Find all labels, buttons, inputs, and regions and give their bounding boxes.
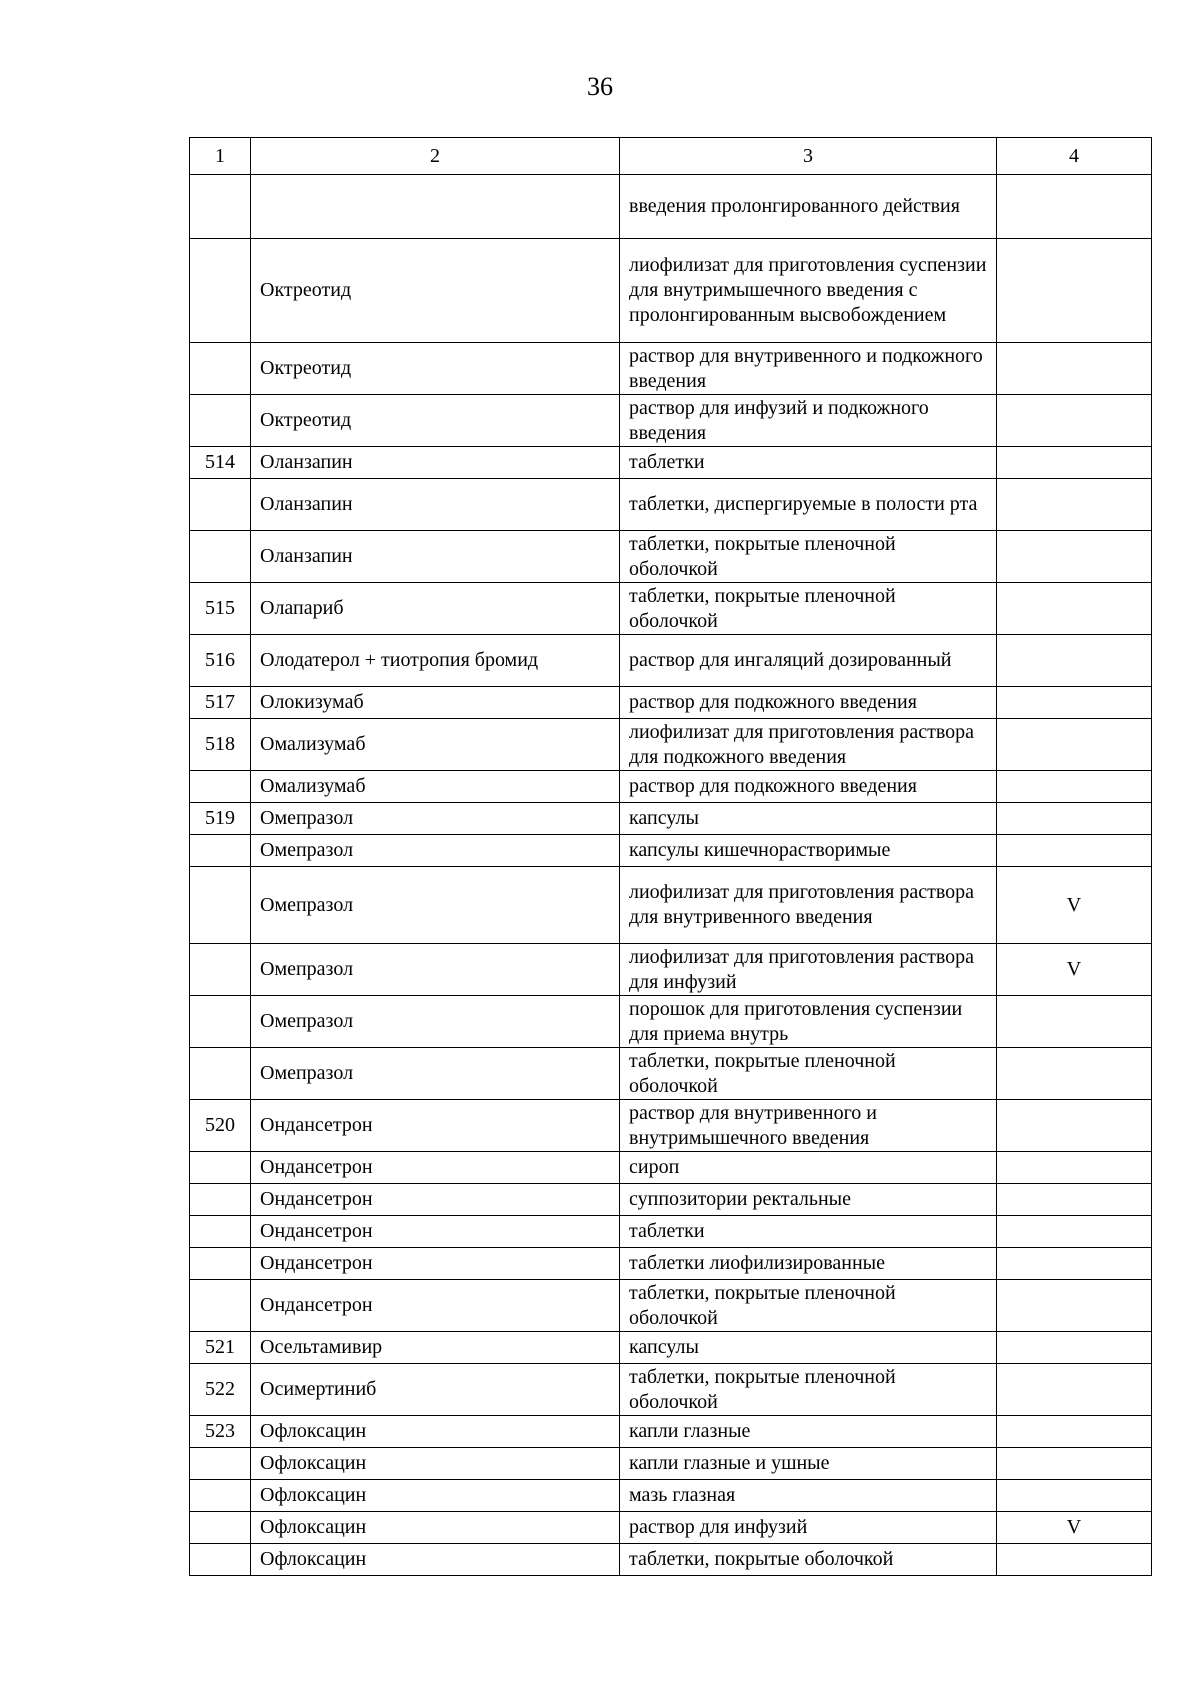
- table-row: [190, 1152, 1152, 1184]
- drug-name-cell: [251, 175, 620, 239]
- row-number-cell: 514: [190, 447, 251, 479]
- dosage-form-cell: капсулы: [620, 803, 997, 835]
- table-row: [190, 1544, 1152, 1576]
- drug-name-cell: Омепразол: [251, 944, 620, 996]
- row-number-cell: [190, 944, 251, 996]
- dosage-form-cell: раствор для инфузий и подкожного введения: [620, 395, 997, 447]
- mark-cell: [997, 1480, 1152, 1512]
- table-row: [190, 531, 1152, 583]
- drug-name-cell: Олокизумаб: [251, 687, 620, 719]
- row-number-cell: 519: [190, 803, 251, 835]
- row-number-cell: 516: [190, 635, 251, 687]
- dosage-form-cell: раствор для внутривенного и внутримышечного введения: [620, 1100, 997, 1152]
- table-row: [190, 835, 1152, 867]
- drug-name-cell: Омализумаб: [251, 719, 620, 771]
- dosage-form-cell: раствор для внутривенного и подкожного введения: [620, 343, 997, 395]
- dosage-form-cell: раствор для подкожного введения: [620, 687, 997, 719]
- mark-cell: [997, 1280, 1152, 1332]
- table-row: [190, 343, 1152, 395]
- table-row: [190, 1448, 1152, 1480]
- drug-name-cell: Оланзапин: [251, 447, 620, 479]
- row-number-cell: [190, 1048, 251, 1100]
- row-number-cell: [190, 343, 251, 395]
- row-number-cell: [190, 1280, 251, 1332]
- dosage-form-cell: таблетки, диспергируемые в полости рта: [620, 479, 997, 531]
- dosage-form-cell: введения пролонгированного действия: [620, 175, 997, 239]
- header-cell-1: 1: [190, 138, 251, 175]
- table-body: [190, 138, 1152, 1576]
- dosage-form-cell: раствор для инфузий: [620, 1512, 997, 1544]
- row-number-cell: [190, 479, 251, 531]
- mark-cell: [997, 479, 1152, 531]
- row-number-cell: 523: [190, 1416, 251, 1448]
- row-number-cell: [190, 175, 251, 239]
- drug-name-cell: Ондансетрон: [251, 1216, 620, 1248]
- dosage-form-cell: лиофилизат для приготовления раствора для подкожного введения: [620, 719, 997, 771]
- table-row: [190, 1216, 1152, 1248]
- row-number-cell: 521: [190, 1332, 251, 1364]
- dosage-form-cell: капли глазные: [620, 1416, 997, 1448]
- mark-cell: [997, 835, 1152, 867]
- table-row: [190, 239, 1152, 343]
- dosage-form-cell: порошок для приготовления суспензии для приема внутрь: [620, 996, 997, 1048]
- mark-cell: [997, 343, 1152, 395]
- dosage-form-cell: капли глазные и ушные: [620, 1448, 997, 1480]
- dosage-form-cell: лиофилизат для приготовления суспензии для внутримышечного введения с пролонгированным высвобождением: [620, 239, 997, 343]
- table-row: [190, 944, 1152, 996]
- table-row: [190, 635, 1152, 687]
- row-number-cell: 522: [190, 1364, 251, 1416]
- row-number-cell: [190, 1216, 251, 1248]
- mark-cell: [997, 1100, 1152, 1152]
- dosage-form-cell: лиофилизат для приготовления раствора для внутривенного введения: [620, 867, 997, 944]
- table-row: [190, 1184, 1152, 1216]
- table-row: [190, 1048, 1152, 1100]
- drug-name-cell: Омепразол: [251, 867, 620, 944]
- dosage-form-cell: таблетки, покрытые оболочкой: [620, 1544, 997, 1576]
- table-row: [190, 395, 1152, 447]
- dosage-form-cell: лиофилизат для приготовления раствора для инфузий: [620, 944, 997, 996]
- dosage-form-cell: таблетки, покрытые пленочной оболочкой: [620, 531, 997, 583]
- dosage-form-cell: таблетки: [620, 447, 997, 479]
- dosage-form-cell: таблетки, покрытые пленочной оболочкой: [620, 1280, 997, 1332]
- row-number-cell: [190, 996, 251, 1048]
- drug-name-cell: Оланзапин: [251, 531, 620, 583]
- mark-cell: [997, 239, 1152, 343]
- row-number-cell: [190, 1544, 251, 1576]
- mark-cell: [997, 1544, 1152, 1576]
- mark-cell: [997, 447, 1152, 479]
- table-row: [190, 1416, 1152, 1448]
- mark-cell: [997, 1152, 1152, 1184]
- row-number-cell: 515: [190, 583, 251, 635]
- table-row: [190, 479, 1152, 531]
- mark-cell: [997, 175, 1152, 239]
- drug-name-cell: Осимертиниб: [251, 1364, 620, 1416]
- table-row: [190, 1280, 1152, 1332]
- table-row: [190, 687, 1152, 719]
- table-row: [190, 175, 1152, 239]
- page-number: 36: [587, 72, 613, 101]
- mark-cell: [997, 1364, 1152, 1416]
- table-row: [190, 1332, 1152, 1364]
- table-row: [190, 1100, 1152, 1152]
- table-row: [190, 583, 1152, 635]
- mark-cell: [997, 687, 1152, 719]
- dosage-form-cell: таблетки, покрытые пленочной оболочкой: [620, 583, 997, 635]
- drug-name-cell: Октреотид: [251, 343, 620, 395]
- row-number-cell: [190, 1512, 251, 1544]
- dosage-form-cell: капсулы кишечнорастворимые: [620, 835, 997, 867]
- row-number-cell: [190, 1152, 251, 1184]
- table-row: [190, 867, 1152, 944]
- mark-cell: V: [997, 944, 1152, 996]
- mark-cell: [997, 1332, 1152, 1364]
- drug-name-cell: Омепразол: [251, 1048, 620, 1100]
- row-number-cell: 517: [190, 687, 251, 719]
- drug-name-cell: Ондансетрон: [251, 1248, 620, 1280]
- table-header-row: [190, 138, 1152, 175]
- drug-name-cell: Октреотид: [251, 395, 620, 447]
- dosage-form-cell: сироп: [620, 1152, 997, 1184]
- drug-name-cell: Оланзапин: [251, 479, 620, 531]
- drug-name-cell: Офлоксацин: [251, 1544, 620, 1576]
- table-row: [190, 771, 1152, 803]
- row-number-cell: [190, 1248, 251, 1280]
- header-cell-4: 4: [997, 138, 1152, 175]
- mark-cell: [997, 1048, 1152, 1100]
- drug-name-cell: Офлоксацин: [251, 1416, 620, 1448]
- table-row: [190, 803, 1152, 835]
- row-number-cell: [190, 1480, 251, 1512]
- mark-cell: [997, 395, 1152, 447]
- dosage-form-cell: раствор для ингаляций дозированный: [620, 635, 997, 687]
- drug-name-cell: Октреотид: [251, 239, 620, 343]
- mark-cell: V: [997, 867, 1152, 944]
- row-number-cell: 518: [190, 719, 251, 771]
- mark-cell: [997, 1448, 1152, 1480]
- row-number-cell: [190, 867, 251, 944]
- dosage-form-cell: раствор для подкожного введения: [620, 771, 997, 803]
- mark-cell: [997, 635, 1152, 687]
- header-cell-3: 3: [620, 138, 997, 175]
- table-row: [190, 1364, 1152, 1416]
- drug-name-cell: Осельтамивир: [251, 1332, 620, 1364]
- drug-table: [189, 137, 1152, 1576]
- dosage-form-cell: таблетки, покрытые пленочной оболочкой: [620, 1048, 997, 1100]
- drug-name-cell: Ондансетрон: [251, 1280, 620, 1332]
- mark-cell: [997, 1216, 1152, 1248]
- drug-name-cell: Офлоксацин: [251, 1448, 620, 1480]
- drug-name-cell: Ондансетрон: [251, 1152, 620, 1184]
- drug-name-cell: Олапариб: [251, 583, 620, 635]
- dosage-form-cell: капсулы: [620, 1332, 997, 1364]
- dosage-form-cell: таблетки, покрытые пленочной оболочкой: [620, 1364, 997, 1416]
- drug-name-cell: Офлоксацин: [251, 1512, 620, 1544]
- mark-cell: [997, 996, 1152, 1048]
- row-number-cell: 520: [190, 1100, 251, 1152]
- drug-name-cell: Ондансетрон: [251, 1184, 620, 1216]
- dosage-form-cell: таблетки лиофилизированные: [620, 1248, 997, 1280]
- table-row: [190, 719, 1152, 771]
- mark-cell: [997, 583, 1152, 635]
- mark-cell: [997, 1248, 1152, 1280]
- table-row: [190, 1512, 1152, 1544]
- mark-cell: [997, 771, 1152, 803]
- drug-name-cell: Омепразол: [251, 803, 620, 835]
- row-number-cell: [190, 239, 251, 343]
- mark-cell: [997, 803, 1152, 835]
- table-row: [190, 996, 1152, 1048]
- drug-name-cell: Омализумаб: [251, 771, 620, 803]
- drug-name-cell: Омепразол: [251, 835, 620, 867]
- drug-name-cell: Олодатерол + тиотропия бромид: [251, 635, 620, 687]
- dosage-form-cell: мазь глазная: [620, 1480, 997, 1512]
- drug-name-cell: Омепразол: [251, 996, 620, 1048]
- row-number-cell: [190, 1448, 251, 1480]
- mark-cell: [997, 531, 1152, 583]
- dosage-form-cell: таблетки: [620, 1216, 997, 1248]
- header-cell-2: 2: [251, 138, 620, 175]
- row-number-cell: [190, 395, 251, 447]
- table-row: [190, 447, 1152, 479]
- mark-cell: [997, 1416, 1152, 1448]
- row-number-cell: [190, 835, 251, 867]
- mark-cell: [997, 1184, 1152, 1216]
- row-number-cell: [190, 531, 251, 583]
- table-row: [190, 1480, 1152, 1512]
- dosage-form-cell: суппозитории ректальные: [620, 1184, 997, 1216]
- row-number-cell: [190, 771, 251, 803]
- table-row: [190, 1248, 1152, 1280]
- mark-cell: [997, 719, 1152, 771]
- row-number-cell: [190, 1184, 251, 1216]
- drug-name-cell: Ондансетрон: [251, 1100, 620, 1152]
- drug-name-cell: Офлоксацин: [251, 1480, 620, 1512]
- mark-cell: V: [997, 1512, 1152, 1544]
